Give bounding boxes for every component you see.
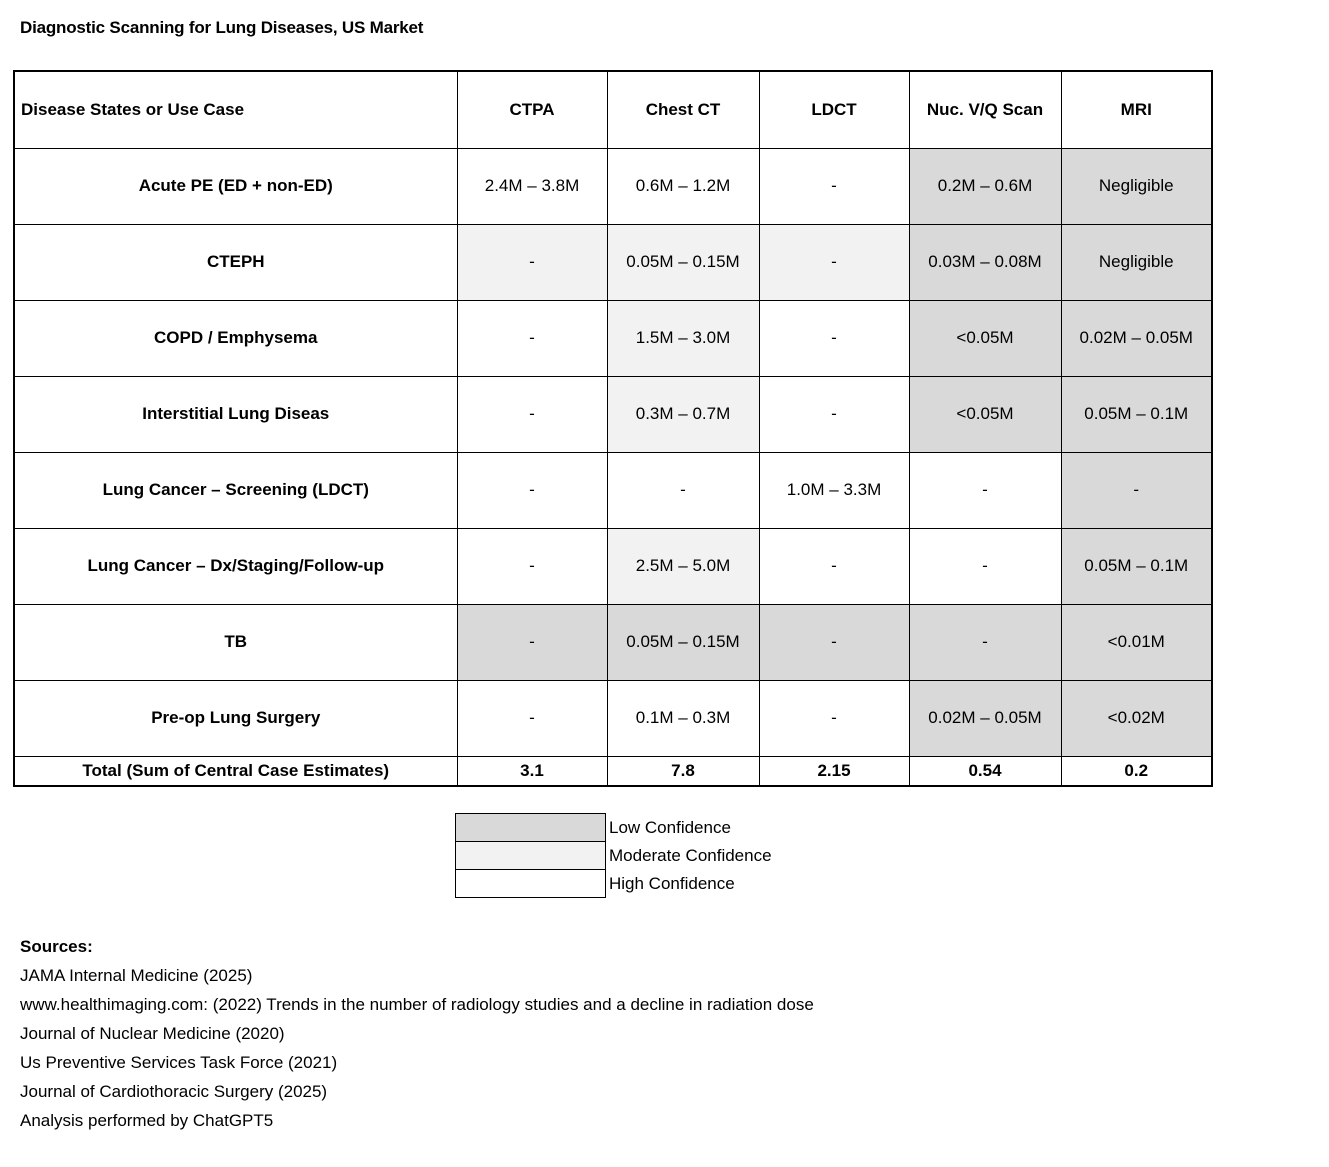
source-line: Journal of Cardiothoracic Surgery (2025) [20,1082,328,1101]
cell-value: 0.05M – 0.1M [1061,376,1212,452]
cell-value: - [759,148,909,224]
column-header-mri: MRI [1061,71,1212,148]
cell-value: 0.1M – 0.3M [607,680,759,756]
cell-value: - [457,452,607,528]
high-confidence-swatch [455,869,606,898]
legend-label: High Confidence [609,873,735,893]
total-value-ctpa: 3.1 [457,756,607,786]
row-label: COPD / Emphysema [14,300,457,376]
table-row-copd-emphysema [14,300,1212,376]
table-row-cteph [14,224,1212,300]
table-row-interstitial-lung-disease [14,376,1212,452]
cell-value: 1.0M – 3.3M [759,452,909,528]
source-line: www.healthimaging.com: (2022) Trends in the number of radiology studies and a decline in radiation dose [20,995,814,1014]
table-row-pre-op-lung-surgery [14,680,1212,756]
row-label: Lung Cancer – Dx/Staging/Follow-up [14,528,457,604]
cell-value: 0.05M – 0.15M [607,224,759,300]
cell-value: - [759,528,909,604]
cell-value: 0.05M – 0.1M [1061,528,1212,604]
cell-value: <0.05M [909,376,1061,452]
cell-value: 0.6M – 1.2M [607,148,759,224]
header-row [14,71,1212,148]
total-value-ldct: 2.15 [759,756,909,786]
cell-value: 0.05M – 0.15M [607,604,759,680]
table-row-acute-pe [14,148,1212,224]
cell-value: - [759,376,909,452]
total-value-mri: 0.2 [1061,756,1212,786]
row-label: TB [14,604,457,680]
column-header-ldct: LDCT [759,71,909,148]
total-value-chest-ct: 7.8 [607,756,759,786]
diagnostic-scanning-table [13,70,1213,787]
cell-value: - [457,224,607,300]
cell-value: - [759,604,909,680]
source-line: Journal of Nuclear Medicine (2020) [20,1024,285,1043]
cell-value: - [457,680,607,756]
column-header-ctpa: CTPA [457,71,607,148]
cell-value: - [909,452,1061,528]
cell-value: 2.4M – 3.8M [457,148,607,224]
column-header-chest-ct: Chest CT [607,71,759,148]
cell-value: 0.3M – 0.7M [607,376,759,452]
source-line: JAMA Internal Medicine (2025) [20,966,253,985]
cell-value: 0.02M – 0.05M [909,680,1061,756]
legend-item-moderate [455,841,772,870]
cell-value: <0.05M [909,300,1061,376]
low-confidence-swatch [455,813,606,842]
source-line: Us Preventive Services Task Force (2021) [20,1053,338,1072]
cell-value: <0.01M [1061,604,1212,680]
cell-value: 0.03M – 0.08M [909,224,1061,300]
source-line: Analysis performed by ChatGPT5 [20,1111,274,1130]
legend-item-low [455,813,772,842]
cell-value: - [457,376,607,452]
sources-heading: Sources: [20,937,93,956]
legend-item-high [455,869,772,898]
cell-value: Negligible [1061,224,1212,300]
cell-value: 1.5M – 3.0M [607,300,759,376]
cell-value: - [909,528,1061,604]
row-label: Lung Cancer – Screening (LDCT) [14,452,457,528]
cell-value: Negligible [1061,148,1212,224]
cell-value: - [607,452,759,528]
moderate-confidence-swatch [455,841,606,870]
table-row-lung-cancer-dx-staging [14,528,1212,604]
page-title: Diagnostic Scanning for Lung Diseases, US Market [20,18,424,37]
cell-value: 2.5M – 5.0M [607,528,759,604]
legend-label: Moderate Confidence [609,845,772,865]
table-row-total [14,756,1212,786]
row-label: CTEPH [14,224,457,300]
table-row-lung-cancer-screening [14,452,1212,528]
cell-value: 0.2M – 0.6M [909,148,1061,224]
row-label: Pre-op Lung Surgery [14,680,457,756]
cell-value: - [457,528,607,604]
total-label: Total (Sum of Central Case Estimates) [14,756,457,786]
row-label: Acute PE (ED + non-ED) [14,148,457,224]
cell-value: - [759,300,909,376]
cell-value: - [759,224,909,300]
column-header-disease: Disease States or Use Case [14,71,457,148]
column-header-nuc-vq: Nuc. V/Q Scan [909,71,1061,148]
cell-value: - [1061,452,1212,528]
cell-value: - [909,604,1061,680]
total-value-nuc-vq: 0.54 [909,756,1061,786]
cell-value: - [457,300,607,376]
legend-label: Low Confidence [609,817,731,837]
cell-value: 0.02M – 0.05M [1061,300,1212,376]
sources-section [20,932,814,1135]
row-label: Interstitial Lung Diseas [14,376,457,452]
cell-value: <0.02M [1061,680,1212,756]
cell-value: - [457,604,607,680]
confidence-legend [455,813,772,898]
table-row-tb [14,604,1212,680]
cell-value: - [759,680,909,756]
